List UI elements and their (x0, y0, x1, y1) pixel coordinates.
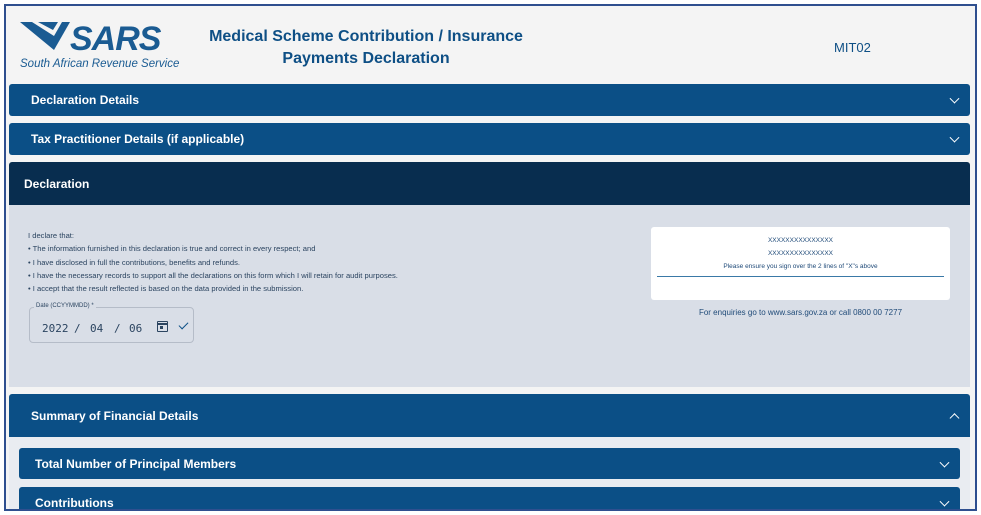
declaration-text (28, 229, 398, 295)
logo-wordmark: SARS (70, 20, 161, 58)
sars-logo (18, 18, 180, 74)
chevron-down-icon[interactable] (940, 496, 950, 506)
section-declaration-details-label: Declaration Details (31, 93, 140, 107)
sars-logo-mark (18, 18, 78, 54)
declaration-intro: I declare that: (28, 231, 75, 240)
section-summary[interactable] (9, 394, 970, 437)
signature-instruction: Please ensure you sign over the 2 lines of "X"s above (723, 263, 878, 270)
section-contributions-label: Contributions (35, 495, 114, 510)
signature-divider (657, 276, 944, 277)
section-contributions[interactable] (19, 487, 960, 511)
chevron-down-icon[interactable] (950, 133, 960, 143)
date-separator: / (74, 322, 81, 335)
enquiry-text: For enquiries go to www.sars.gov.za or call 0800 00 7277 (698, 308, 903, 317)
declaration-point: • I have the necessary records to support all the declarations on this form which I will retain for audit purposes. (28, 270, 398, 280)
check-icon (179, 320, 189, 330)
section-declaration-label: Declaration (24, 176, 90, 191)
signature-line-1: XXXXXXXXXXXXXXX (767, 237, 834, 244)
date-separator: / (114, 322, 121, 335)
declaration-point: • I accept that the result reflected is based on the data provided in the submission. (28, 284, 304, 294)
page-title (196, 26, 536, 70)
logo-subtitle: South African Revenue Service (20, 58, 180, 70)
section-principal-members-label: Total Number of Principal Members (35, 456, 237, 471)
section-summary-label: Summary of Financial Details (31, 408, 199, 423)
section-declaration (9, 162, 970, 205)
date-day[interactable]: 06 (129, 322, 143, 335)
declaration-point: • The information furnished in this declaration is true and correct in every respect; and (28, 244, 316, 254)
declaration-point: • I have disclosed in full the contributions, benefits and refunds. (28, 257, 241, 267)
calendar-icon[interactable] (157, 321, 168, 332)
date-month[interactable]: 04 (90, 322, 104, 335)
section-tax-practitioner[interactable] (9, 123, 970, 155)
section-declaration-details[interactable] (9, 84, 970, 116)
declaration-panel (9, 205, 970, 387)
page-title-line2: Payments Declaration (282, 50, 450, 67)
page-title-line1: Medical Scheme Contribution / Insurance (209, 28, 523, 45)
form-code: MIT02 (834, 40, 871, 55)
section-principal-members[interactable] (19, 448, 960, 479)
signature-line-2: XXXXXXXXXXXXXXX (767, 250, 834, 257)
date-field-label: Date (CCYYMMDD) * (36, 303, 94, 309)
chevron-up-icon[interactable] (950, 413, 960, 423)
date-field[interactable] (29, 303, 194, 343)
signature-box[interactable] (651, 227, 950, 300)
form-frame (4, 4, 977, 511)
section-tax-practitioner-label: Tax Practitioner Details (if applicable) (31, 132, 245, 146)
chevron-down-icon[interactable] (950, 94, 960, 104)
page-header (6, 6, 975, 82)
date-year[interactable]: 2022 (42, 322, 69, 335)
chevron-down-icon[interactable] (940, 457, 950, 467)
